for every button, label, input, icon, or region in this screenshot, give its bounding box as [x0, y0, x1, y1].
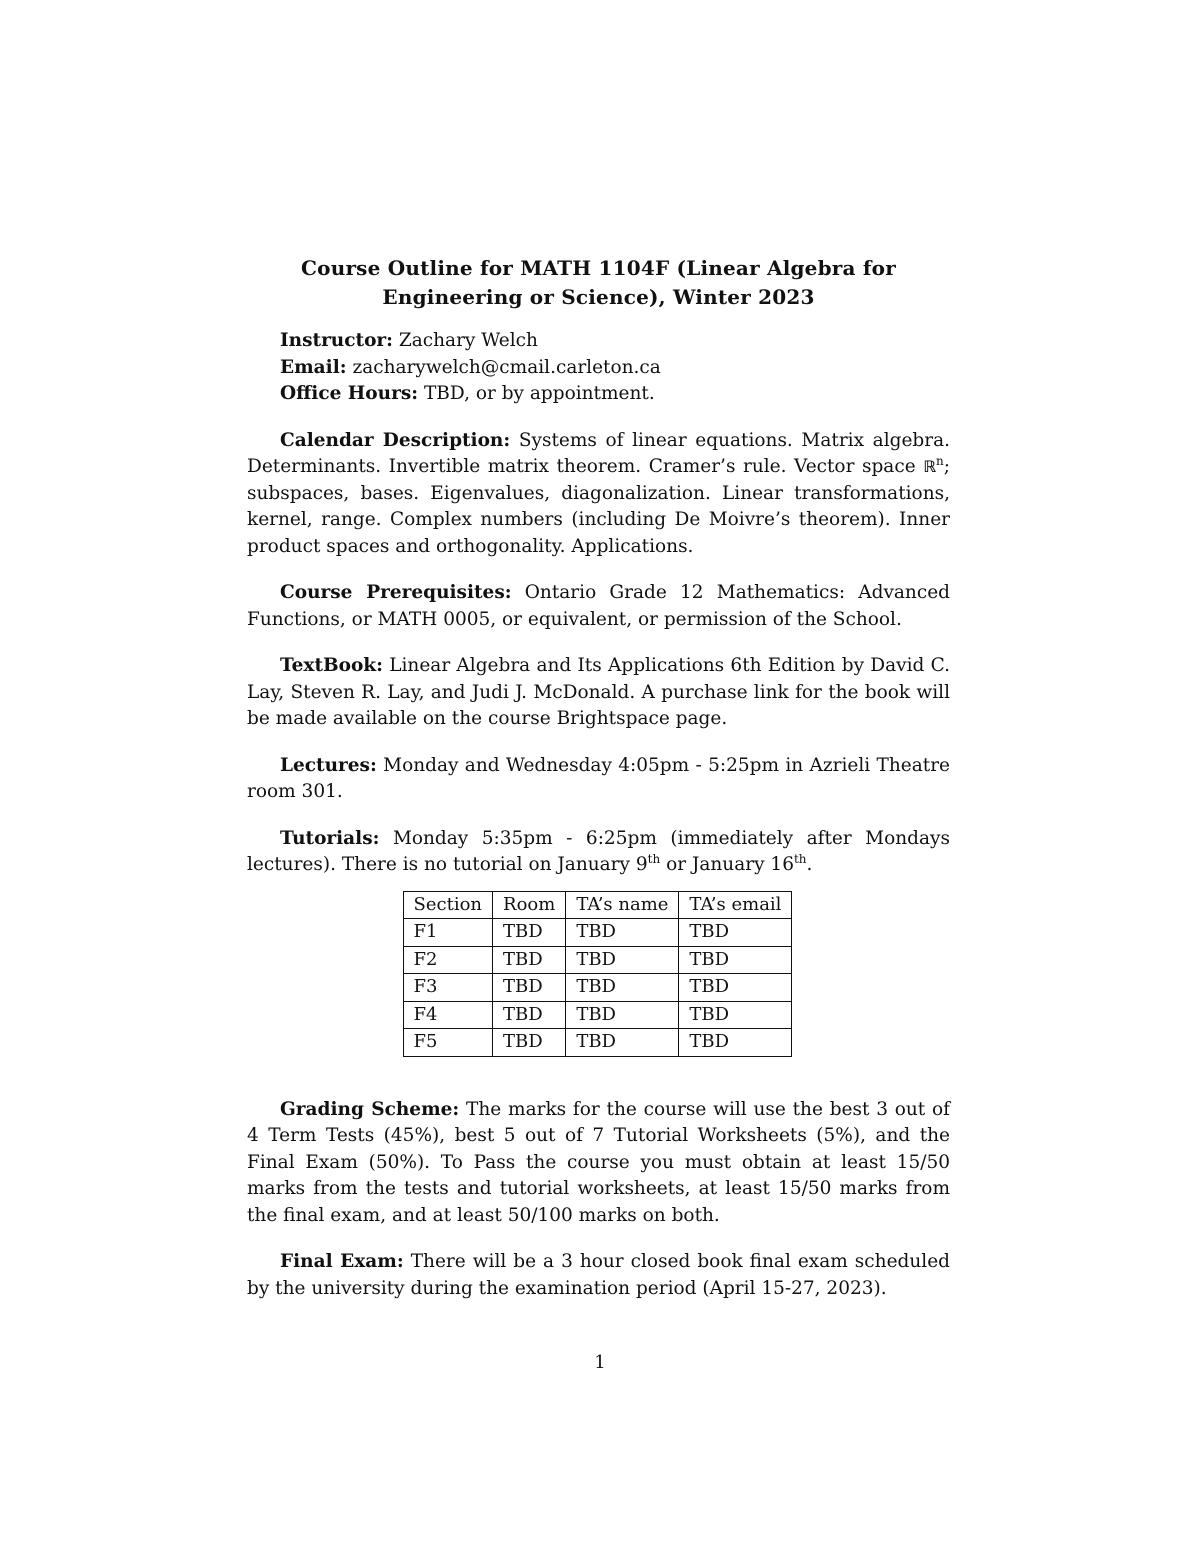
textbook-text: Linear Algebra and Its Applications 6th Edition by David C. Lay, Steven R. Lay, and Judi J. McDonald. A purchase link for the book will be made available on the course Brightspace page. [247, 655, 950, 729]
calendar-text-before: Systems of linear equations. Matrix algebra. Determinants. Invertible matrix theorem. Cramer’s rule. Vector space [247, 429, 950, 477]
tutorials-sup-1: th [647, 852, 661, 866]
cell-room: TBD [493, 1001, 566, 1029]
title-line-1: Course Outline for MATH 1104F (Linear Algebra for [301, 256, 896, 280]
tutorials-text-after: . [806, 854, 813, 875]
tutorials-label: Tutorials: [280, 827, 380, 849]
header-ta-name: TA’s name [566, 891, 679, 919]
grading-text: The marks for the course will use the best 3 out of 4 Term Tests (45%), best 5 out of 7 Tutorial Worksheets (5%), and the Final Exam (50%). To Pass the course you must obtain at least 15/50 marks from the tests and tutorial worksheets, at least 15/50 marks from the final exam, and at least 50/100 marks on both. [247, 1098, 950, 1226]
contact-block [280, 328, 950, 408]
email-label: Email: [280, 356, 347, 378]
header-section: Section [403, 891, 492, 919]
grading-paragraph [247, 1097, 950, 1230]
tutorials-paragraph [247, 826, 950, 879]
cell-section: F3 [403, 974, 492, 1002]
final-exam-text: There will be a 3 hour closed book final exam scheduled by the university during the examination period (April 15-27, 2023). [247, 1251, 950, 1299]
final-exam-paragraph [247, 1249, 950, 1302]
textbook-paragraph [247, 653, 950, 733]
table-row [403, 1001, 792, 1029]
table-row [403, 1029, 792, 1057]
cell-section: F5 [403, 1029, 492, 1057]
document-page [247, 254, 950, 1322]
cell-room: TBD [493, 946, 566, 974]
page-title [247, 254, 950, 312]
cell-section: F4 [403, 1001, 492, 1029]
cell-ta-email: TBD [679, 1029, 792, 1057]
cell-room: TBD [493, 974, 566, 1002]
cell-ta-email: TBD [679, 1001, 792, 1029]
instructor-name: Zachary Welch [398, 330, 538, 351]
tutorial-table [403, 891, 793, 1057]
title-line-2: Engineering or Science), Winter 2023 [382, 285, 815, 309]
cell-ta-email: TBD [679, 974, 792, 1002]
email-line [280, 355, 950, 382]
email-address[interactable]: zacharywelch@cmail.carleton.ca [352, 356, 661, 378]
header-ta-email: TA’s email [679, 891, 792, 919]
calendar-text-after: ; subspaces, bases. Eigenvalues, diagonalization. Linear transformations, kernel, range. Complex numbers (including De Moivre’s theorem). Inner product spaces and orthogonality. Applications. [247, 456, 950, 557]
instructor-line [280, 328, 950, 355]
rn-exponent: n [936, 454, 944, 468]
grading-label: Grading Scheme: [280, 1098, 460, 1120]
prerequisites-label: Course Prerequisites: [280, 582, 512, 603]
office-hours-label: Office Hours: [280, 383, 419, 404]
table-row [403, 974, 792, 1002]
instructor-label: Instructor: [280, 330, 393, 351]
lectures-text: Monday and Wednesday 4:05pm - 5:25pm in Azrieli Theatre room 301. [247, 754, 950, 802]
cell-room: TBD [493, 919, 566, 947]
calendar-label: Calendar Description: [280, 429, 511, 451]
prerequisites-paragraph [247, 580, 950, 633]
page-number: 1 [594, 1352, 606, 1373]
tutorials-text-middle: or January 16 [660, 854, 794, 875]
cell-ta-name: TBD [566, 919, 679, 947]
table-row [403, 919, 792, 947]
cell-ta-name: TBD [566, 1029, 679, 1057]
cell-ta-email: TBD [679, 919, 792, 947]
cell-ta-name: TBD [566, 946, 679, 974]
cell-section: F2 [403, 946, 492, 974]
rn-symbol: ℝ [923, 457, 937, 476]
lectures-paragraph [247, 753, 950, 806]
textbook-label: TextBook: [280, 655, 383, 676]
lectures-label: Lectures: [280, 754, 377, 776]
tutorials-text-before: Monday 5:35pm - 6:25pm (immediately after Mondays lectures). There is no tutorial on January 9 [247, 827, 950, 875]
table-row [403, 946, 792, 974]
tutorials-sup-2: th [793, 852, 807, 866]
cell-ta-name: TBD [566, 1001, 679, 1029]
cell-ta-name: TBD [566, 974, 679, 1002]
prerequisites-text: Ontario Grade 12 Mathematics: Advanced Functions, or MATH 0005, or equivalent, or permission of the School. [247, 582, 950, 630]
office-hours-value: TBD, or by appointment. [423, 383, 655, 404]
cell-ta-email: TBD [679, 946, 792, 974]
office-hours-line [280, 381, 950, 408]
header-room: Room [493, 891, 566, 919]
calendar-description [247, 428, 950, 561]
cell-section: F1 [403, 919, 492, 947]
table-header-row [403, 891, 792, 919]
final-exam-label: Final Exam: [280, 1251, 404, 1272]
cell-room: TBD [493, 1029, 566, 1057]
